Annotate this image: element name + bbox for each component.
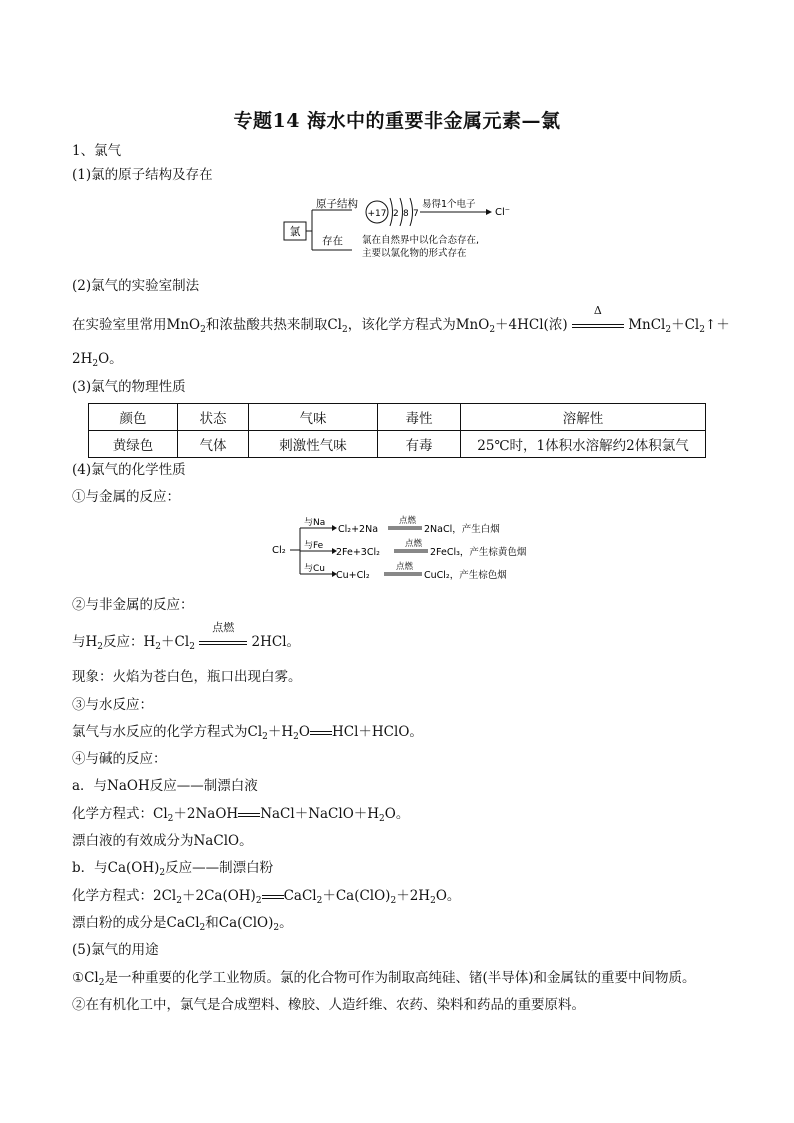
- subsection-heading: (5)氯气的用途: [72, 942, 159, 958]
- ignite-equals-sign: 点燃: [199, 633, 247, 651]
- table-header: 毒性: [378, 404, 461, 431]
- subsection-heading: (1)氯的原子结构及存在: [72, 167, 213, 183]
- svg-text:2Fe+3Cl₂: 2Fe+3Cl₂: [336, 547, 380, 558]
- existence-line-2: 主要以氯化物的形式存在: [362, 248, 467, 259]
- section-heading: 1、氯气: [72, 143, 122, 159]
- physical-properties-table: [88, 403, 706, 458]
- bleach-powder-note: 漂白粉的成分是CaCl$_2$和$Ca(ClO)_2$。: [72, 915, 293, 933]
- chlorine-reactant: Cl₂: [272, 545, 286, 556]
- lab-prep-equation-cont: $2H_2O$。: [72, 351, 123, 369]
- table-cell: 黄绿色: [89, 431, 178, 458]
- svg-text:2NaCl，产生白烟: 2NaCl，产生白烟: [424, 524, 500, 535]
- naoh-heading: a．与NaOH反应——制漂白液: [72, 778, 258, 794]
- svg-text:2FeCl₃，产生棕黄色烟: 2FeCl₃，产生棕黄色烟: [430, 547, 527, 558]
- page-title: 专题14 海水中的重要非金属元素—氯: [233, 110, 561, 132]
- equals-sign: [310, 723, 332, 741]
- reaction-heading: ④与碱的反应：: [72, 751, 167, 767]
- table-cell: 气体: [178, 431, 249, 458]
- h2-reaction-equation: 与$H_2$反应：$H_2+Cl_2$ 点燃 2HCl。: [72, 621, 301, 652]
- lab-prep-equation: 在实验室里常用MnO$_2$和浓盐酸共热来制取$Cl_2$，该化学方程式为MnO$_2$＋4HCl(浓) Δ $MnCl_2+Cl_2↑+$: [72, 304, 730, 335]
- svg-text:Cu+Cl₂: Cu+Cl₂: [336, 570, 370, 581]
- caoh2-heading: b．与$Ca(OH)_2$反应——制漂白粉: [72, 860, 274, 878]
- metal-reactions-diagram: [270, 514, 560, 584]
- caoh2-equation: 化学方程式：$2Cl_2+2Ca(OH)_2$ $CaCl_2+Ca(ClO)_2+2H_2O$。: [72, 888, 461, 906]
- table-row: [89, 431, 706, 458]
- use-item-2: ②在有机化工中，氯气是合成塑料、橡胶、人造纤维、农药、染料和药品的重要原料。: [72, 997, 585, 1013]
- heat-equals-sign: Δ: [572, 316, 624, 334]
- shell-2: 8: [403, 209, 409, 219]
- svg-text:点燃: 点燃: [399, 516, 417, 526]
- table-header: 气味: [249, 404, 378, 431]
- subsection-heading: (2)氯气的实验室制法: [72, 278, 200, 294]
- use-item-1: $①Cl_2$是一种重要的化学工业物质。氯的化合物可作为制取高纯硅、锗(半导体)和金属钛的重要中间物质。: [72, 970, 696, 988]
- table-cell: 25℃时，1体积水溶解约2体积氯气: [461, 431, 706, 458]
- table-header: 状态: [178, 404, 249, 431]
- observation-text: 现象：火焰为苍白色，瓶口出现白雾。: [72, 669, 302, 685]
- svg-text:CuCl₂，产生棕色烟: CuCl₂，产生棕色烟: [424, 570, 507, 581]
- shell-1: 2: [393, 209, 399, 219]
- equals-sign: [262, 887, 284, 905]
- svg-text:点燃: 点燃: [405, 539, 423, 549]
- reaction-row-na: [300, 515, 500, 535]
- shell-3: 7: [413, 209, 419, 219]
- equals-sign: [238, 805, 260, 823]
- svg-text:点燃: 点燃: [396, 562, 414, 572]
- nucleus-charge: +17: [367, 209, 387, 219]
- reaction-row-cu: [300, 561, 507, 581]
- svg-text:与Fe: 与Fe: [304, 541, 324, 551]
- table-header: 溶解性: [461, 404, 706, 431]
- bleach-liquid-note: 漂白液的有效成分为NaClO。: [72, 833, 253, 849]
- reaction-heading: ③与水反应：: [72, 697, 153, 713]
- table-header-row: [89, 404, 706, 431]
- gain-electron-label: 易得1个电子: [422, 199, 476, 210]
- subsection-heading: (4)氯气的化学性质: [72, 462, 186, 478]
- chloride-ion: Cl⁻: [495, 207, 511, 218]
- svg-text:与Cu: 与Cu: [304, 564, 325, 574]
- reaction-row-fe: [300, 538, 527, 558]
- water-reaction-equation: 氯气与水反应的化学方程式为$Cl_2+H_2O$ HCl＋HClO。: [72, 724, 423, 742]
- svg-text:Cl₂+2Na: Cl₂+2Na: [338, 524, 379, 535]
- branch-structure-label: 原子结构: [316, 198, 358, 210]
- atom-structure-diagram: [282, 192, 522, 264]
- branch-existence-label: 存在: [322, 235, 343, 247]
- table-cell: 有毒: [378, 431, 461, 458]
- table-header: 颜色: [89, 404, 178, 431]
- table-cell: 刺激性气味: [249, 431, 378, 458]
- element-label: 氯: [289, 225, 301, 238]
- svg-text:与Na: 与Na: [304, 518, 326, 528]
- existence-line-1: 氯在自然界中以化合态存在,: [362, 235, 480, 246]
- reaction-heading: ①与金属的反应：: [72, 489, 180, 505]
- subsection-heading: (3)氯气的物理性质: [72, 379, 186, 395]
- naoh-equation: 化学方程式：$Cl_2+2NaOH$ $NaCl+NaClO+H_2O$。: [72, 806, 410, 824]
- reaction-heading: ②与非金属的反应：: [72, 597, 194, 613]
